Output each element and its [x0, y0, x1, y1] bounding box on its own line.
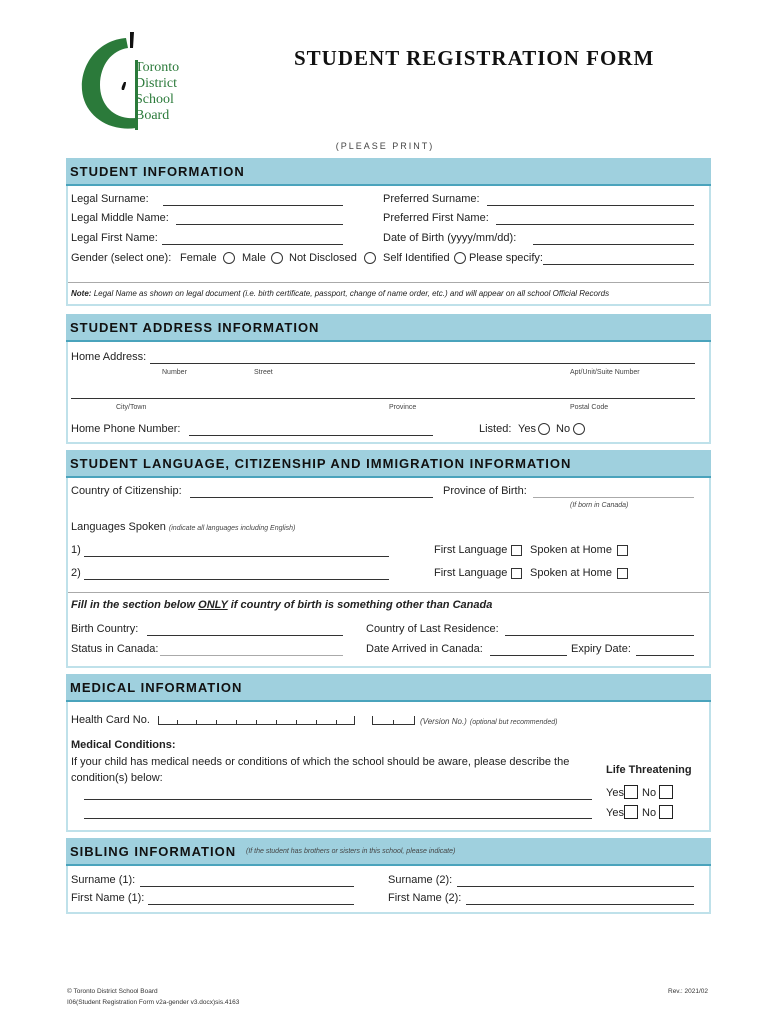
preferred-surname-field[interactable] — [487, 205, 694, 206]
life-threatening-label: Life Threatening — [606, 764, 692, 776]
first-language-2-checkbox[interactable] — [511, 568, 522, 579]
language-1-field[interactable] — [84, 556, 389, 557]
province-birth-field[interactable] — [533, 497, 694, 498]
city-caption: City/Town — [116, 404, 147, 411]
sibling-first-1-field[interactable] — [148, 904, 354, 905]
spoken-home-1-checkbox[interactable] — [617, 545, 628, 556]
address-info-header: STUDENT ADDRESS INFORMATION — [66, 314, 711, 342]
male-label: Male — [242, 252, 266, 264]
home-address-field[interactable] — [150, 363, 695, 364]
medical-condition-2-field[interactable] — [84, 818, 592, 819]
not-disclosed-label: Not Disclosed — [289, 252, 357, 264]
province-caption: Province — [389, 404, 417, 411]
lt-2-yes-checkbox[interactable] — [624, 805, 638, 819]
female-label: Female — [180, 252, 217, 264]
female-radio[interactable] — [223, 252, 235, 264]
home-phone-label: Home Phone Number: — [71, 423, 181, 435]
number-caption: Number — [162, 369, 187, 376]
please-specify-label: Please specify: — [469, 252, 543, 264]
please-specify-field[interactable] — [543, 264, 694, 265]
sibling-surname-2-label: Surname (2): — [388, 874, 453, 886]
preferred-first-name-field[interactable] — [496, 224, 694, 225]
lt-1-no-label: No — [642, 787, 657, 799]
language-divider — [68, 592, 709, 593]
first-language-1-checkbox[interactable] — [511, 545, 522, 556]
medical-condition-1-field[interactable] — [84, 799, 592, 800]
version-caption: (Version No.) (optional but recommended) — [420, 717, 558, 726]
last-residence-field[interactable] — [505, 635, 694, 636]
gender-label: Gender (select one): — [71, 252, 172, 264]
country-citizenship-label: Country of Citizenship: — [71, 485, 182, 497]
please-print-note: (PLEASE PRINT) — [335, 141, 435, 151]
medical-conditions-text-2: condition(s) below: — [71, 772, 163, 784]
spoken-home-2-checkbox[interactable] — [617, 568, 628, 579]
not-disclosed-radio[interactable] — [364, 252, 376, 264]
footer-rev: Rev.: 2021/02 — [668, 988, 708, 995]
male-radio[interactable] — [271, 252, 283, 264]
listed-no-label: No — [556, 423, 571, 435]
spoken-home-1-label: Spoken at Home — [530, 544, 612, 556]
expiry-field[interactable] — [636, 655, 694, 656]
dob-field[interactable] — [533, 244, 694, 245]
legal-first-name-label: Legal First Name: — [71, 232, 158, 244]
logo-text: Toronto District School Board — [135, 60, 180, 123]
first-language-1-label: First Language — [434, 544, 508, 556]
legal-surname-field[interactable] — [163, 205, 343, 206]
sibling-info-header: SIBLING INFORMATION (If the student has brothers or sisters in this school, please indicate) — [66, 838, 711, 866]
legal-middle-name-field[interactable] — [176, 224, 343, 225]
street-caption: Street — [254, 369, 273, 376]
fill-section-note: Fill in the section below ONLY if country of birth is something other than Canada — [71, 599, 493, 611]
language-1-number: 1) — [71, 544, 81, 556]
date-arrived-label: Date Arrived in Canada: — [366, 643, 483, 655]
note-divider — [68, 282, 709, 283]
listed-yes-radio[interactable] — [538, 423, 550, 435]
listed-label: Listed: — [479, 423, 512, 435]
health-card-label: Health Card No. — [71, 714, 150, 726]
country-citizenship-field[interactable] — [190, 497, 433, 498]
postal-caption: Postal Code — [570, 404, 609, 411]
lt-1-yes-checkbox[interactable] — [624, 785, 638, 799]
legal-first-name-field[interactable] — [162, 244, 343, 245]
status-canada-field[interactable] — [160, 655, 343, 656]
birth-country-label: Birth Country: — [71, 623, 139, 635]
lt-2-no-checkbox[interactable] — [659, 805, 673, 819]
city-province-postal-field[interactable] — [71, 398, 695, 399]
student-info-header: STUDENT INFORMATION — [66, 158, 711, 186]
legal-middle-name-label: Legal Middle Name: — [71, 212, 169, 224]
language-2-number: 2) — [71, 567, 81, 579]
lt-2-yes-label: Yes — [606, 807, 624, 819]
self-identified-radio[interactable] — [454, 252, 466, 264]
date-arrived-field[interactable] — [490, 655, 567, 656]
footer-file: I06(Student Registration Form v2a-gender v3.docx)sis.4163 — [67, 999, 240, 1006]
form-title: STUDENT REGISTRATION FORM — [294, 46, 655, 70]
self-identified-label: Self Identified — [383, 252, 450, 264]
province-birth-label: Province of Birth: — [443, 485, 527, 497]
footer-copyright: © Toronto District School Board — [67, 988, 158, 995]
sibling-first-2-field[interactable] — [466, 904, 694, 905]
first-language-2-label: First Language — [434, 567, 508, 579]
dob-label: Date of Birth (yyyy/mm/dd): — [383, 232, 517, 244]
last-residence-label: Country of Last Residence: — [366, 623, 499, 635]
expiry-label: Expiry Date: — [571, 643, 631, 655]
home-address-label: Home Address: — [71, 351, 147, 363]
medical-conditions-heading: Medical Conditions: — [71, 739, 176, 751]
birth-country-field[interactable] — [147, 635, 343, 636]
listed-no-radio[interactable] — [573, 423, 585, 435]
medical-info-header: MEDICAL INFORMATION — [66, 674, 711, 702]
if-born-caption: (If born in Canada) — [570, 502, 629, 509]
legal-surname-label: Legal Surname: — [71, 193, 149, 205]
sibling-surname-1-label: Surname (1): — [71, 874, 136, 886]
language-info-header: STUDENT LANGUAGE, CITIZENSHIP AND IMMIGRATION INFORMATION — [66, 450, 711, 478]
status-canada-label: Status in Canada: — [71, 643, 159, 655]
listed-yes-label: Yes — [518, 423, 536, 435]
lt-1-no-checkbox[interactable] — [659, 785, 673, 799]
sibling-first-1-label: First Name (1): — [71, 892, 145, 904]
sibling-surname-1-field[interactable] — [140, 886, 354, 887]
preferred-first-name-label: Preferred First Name: — [383, 212, 489, 224]
preferred-surname-label: Preferred Surname: — [383, 193, 480, 205]
language-2-field[interactable] — [84, 579, 389, 580]
languages-spoken-row: Languages Spoken (indicate all languages including English) — [71, 521, 296, 533]
sibling-surname-2-field[interactable] — [457, 886, 694, 887]
sibling-first-2-label: First Name (2): — [388, 892, 462, 904]
medical-conditions-text-1: If your child has medical needs or conditions of which the school should be aware, please describe the — [71, 756, 570, 768]
apt-caption: Apt/Unit/Suite Number — [570, 369, 640, 376]
lt-1-yes-label: Yes — [606, 787, 624, 799]
lt-2-no-label: No — [642, 807, 657, 819]
spoken-home-2-label: Spoken at Home — [530, 567, 612, 579]
legal-name-note: Note: Legal Name as shown on legal document (i.e. birth certificate, passport, change of name order, etc.) and will appear on all school Official Records — [71, 289, 610, 298]
home-phone-field[interactable] — [189, 435, 433, 436]
